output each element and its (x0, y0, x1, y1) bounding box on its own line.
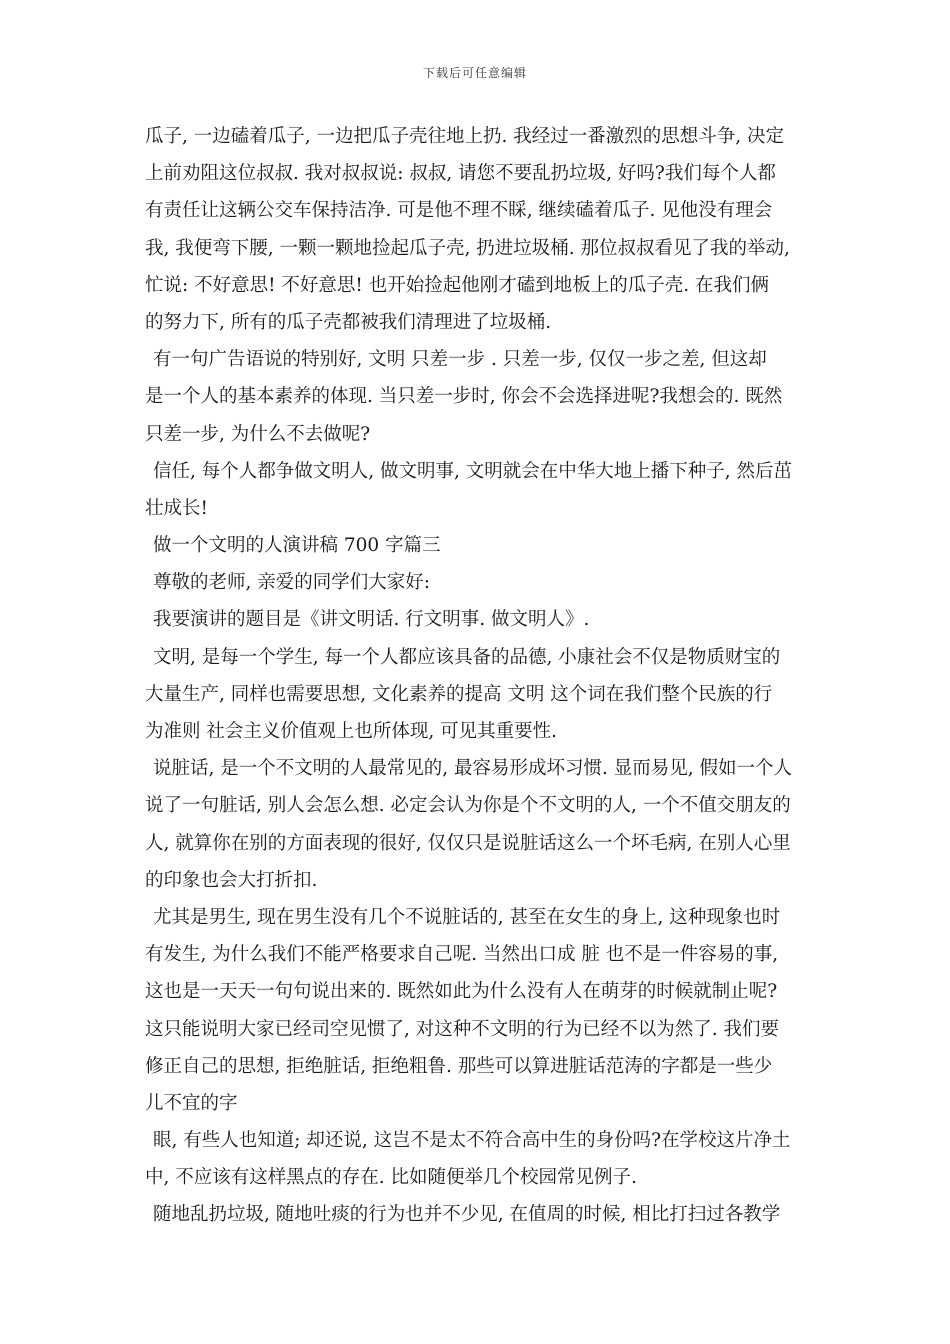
text-line: 只差一步, 为什么不去做呢? (145, 423, 371, 445)
text-line: 信任, 每个人都争做文明人, 做文明事, 文明就会在中华大地上播下种子, 然后茁 (153, 460, 793, 482)
text-line: 眼, 有些人也知道; 却还说, 这岂不是太不符合高中生的身份吗?在学校这片净土 (153, 1130, 791, 1152)
text-line: 尤其是男生, 现在男生没有几个不说脏话的, 甚至在女生的身上, 这种现象也时 (153, 906, 781, 928)
text-line: 是一个人的基本素养的体现. 当只差一步时, 你会不会选择进呢?我想会的. 既然 (145, 386, 783, 408)
text-line: 尊敬的老师, 亲爱的同学们大家好: (153, 572, 430, 594)
text-line: 修正自己的思想, 拒绝脏话, 拒绝粗鲁. 那些可以算进脏话范涛的字都是一些少 (145, 1055, 773, 1077)
text-line: 忙说: 不好意思! 不好意思! 也开始捡起他刚才磕到地板上的瓜子壳. 在我们俩 (145, 274, 770, 296)
text-line: 壮成长! (145, 497, 208, 519)
text-line: 上前劝阻这位叔叔. 我对叔叔说: 叔叔, 请您不要乱扔垃圾, 好吗?我们每个人都 (145, 163, 776, 185)
text-line: 的努力下, 所有的瓜子壳都被我们清理进了垃圾桶. (145, 311, 552, 333)
document-body (145, 118, 815, 1234)
text-line: 做一个文明的人演讲稿 700 字篇三 (153, 535, 441, 557)
text-line: 瓜子, 一边磕着瓜子, 一边把瓜子壳往地上扔. 我经过一番激烈的思想斗争, 决定 (145, 126, 785, 147)
text-line: 有一句广告语说的特别好, 文明 只差一步 . 只差一步, 仅仅一步之差, 但这却 (153, 349, 767, 371)
text-line: 人, 就算你在别的方面表现的很好, 仅仅只是说脏话这么一个坏毛病, 在别人心里 (145, 832, 791, 854)
text-line: 说脏话, 是一个不文明的人最常见的, 最容易形成坏习惯. 显而易见, 假如一个人 (153, 758, 793, 780)
text-line: 这也是一天天一句句说出来的. 既然如此为什么没有人在萌芽的时候就制止呢? (145, 981, 778, 1003)
page-header-note: 下载后可任意编辑 (422, 66, 527, 80)
text-line: 说了一句脏话, 别人会怎么想. 必定会认为你是个不文明的人, 一个不值交朋友的 (145, 795, 791, 817)
text-line: 儿不宜的字 (145, 1092, 238, 1114)
text-line: 我, 我便弯下腰, 一颗一颗地捡起瓜子壳, 扔进垃圾桶. 那位叔叔看见了我的举动, (145, 237, 790, 259)
text-line: 有发生, 为什么我们不能严格要求自己呢. 当然出口成 脏 也不是一件容易的事, (145, 944, 779, 966)
text-line: 我要演讲的题目是《讲文明话. 行文明事. 做文明人》. (153, 609, 590, 631)
text-line: 这只能说明大家已经司空见惯了, 对这种不文明的行为已经不以为然了. 我们要 (145, 1018, 780, 1040)
text-line: 大量生产, 同样也需要思想, 文化素养的提高 文明 这个词在我们整个民族的行 (145, 683, 773, 705)
text-line: 的印象也会大打折扣. (145, 869, 318, 891)
text-line: 中, 不应该有这样黑点的存在. 比如随便举几个校园常见例子. (145, 1167, 637, 1189)
text-line: 为准则 社会主义价值观上也所体现, 可见其重要性. (145, 721, 558, 742)
text-line: 随地乱扔垃圾, 随地吐痰的行为也并不少见, 在值周的时候, 相比打扫过各教学 (153, 1204, 781, 1226)
text-line: 文明, 是每一个学生, 每一个人都应该具备的品德, 小康社会不仅是物质财宝的 (153, 646, 781, 668)
text-line: 有责任让这辆公交车保持洁净. 可是他不理不睬, 继续磕着瓜子. 见他没有理会 (145, 200, 773, 222)
